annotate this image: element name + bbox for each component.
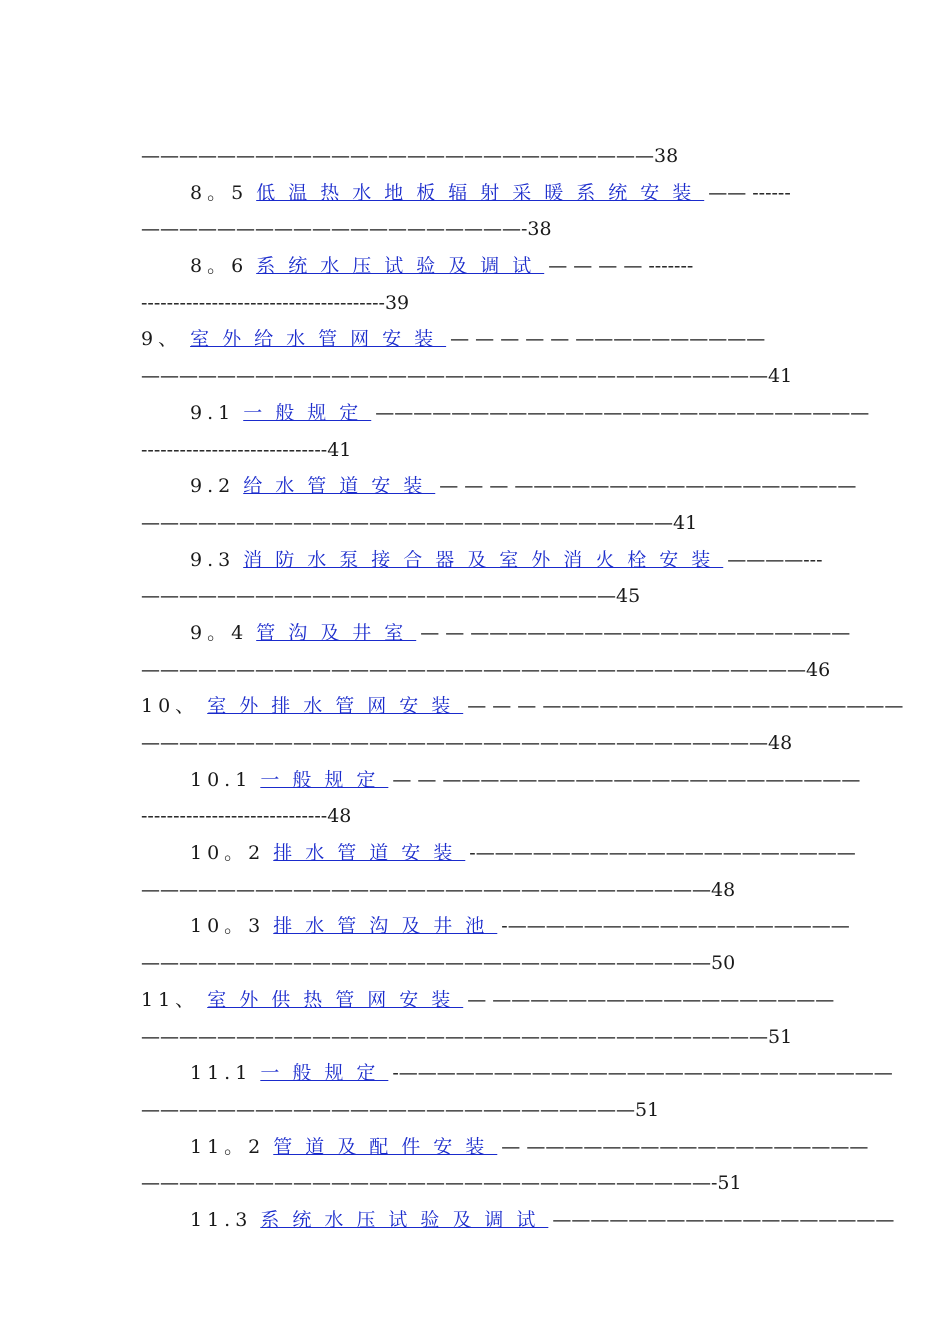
- toc-continuation-line: [141, 945, 860, 982]
- toc-leader: ——————————————————————————: [375, 401, 870, 424]
- toc-continuation-line: [141, 798, 860, 835]
- toc-page-number: 51: [768, 1025, 793, 1048]
- toc-entry: [141, 688, 904, 725]
- toc-section-number: 8。6: [190, 255, 249, 278]
- toc-page-number: 48: [768, 732, 793, 754]
- toc-link[interactable]: 一般规定: [243, 401, 372, 424]
- toc-leader: —————————————————————————————————: [141, 365, 768, 388]
- toc-entry: [141, 762, 860, 799]
- toc-entry: [141, 248, 860, 285]
- toc-leader: — — — ———————————————————: [467, 695, 904, 718]
- toc-link[interactable]: 排水管沟及井池: [273, 915, 498, 938]
- toc-leader: ——————————————————————————————: [141, 952, 711, 975]
- toc-page-number: 45: [616, 585, 641, 608]
- toc-link[interactable]: 室外供热管网安装: [207, 988, 464, 1011]
- toc-page-number: 38: [527, 218, 552, 241]
- toc-section-number: 11、: [141, 988, 200, 1011]
- toc-leader: -——————————————————: [501, 915, 850, 938]
- toc-page-number: 38: [654, 145, 679, 167]
- toc-page-number: 48: [327, 805, 352, 828]
- toc-leader: -————————————————————: [469, 842, 856, 865]
- toc-section-number: 8。5: [190, 181, 249, 204]
- toc-leader: -——————————————————————————: [392, 1062, 893, 1085]
- toc-continuation-line: [141, 1092, 860, 1129]
- toc-continuation-line: [141, 725, 860, 762]
- toc-leader: -----------------------------: [141, 805, 328, 828]
- toc-leader: — — — — — ——————————: [450, 328, 766, 351]
- toc-leader: ——————————————————: [552, 1208, 895, 1231]
- toc-link[interactable]: 一般规定: [260, 1062, 389, 1085]
- toc-section-number: 9、: [141, 328, 183, 351]
- toc-entry: [141, 468, 860, 505]
- toc-entry: [141, 982, 860, 1019]
- toc-leader: — — — ——————————————————: [439, 475, 857, 498]
- toc-leader: ————————————————————-: [141, 218, 528, 241]
- toc-entry: [141, 542, 860, 579]
- toc-section-number: 11.3: [190, 1208, 253, 1231]
- toc-leader: ——————————————————————————: [141, 1098, 635, 1121]
- toc-continuation-line: [141, 358, 860, 395]
- toc-leader: ————————————————————————————: [141, 511, 673, 534]
- toc-section-number: 10.1: [190, 768, 253, 791]
- toc-leader: — — ————————————————————: [420, 621, 851, 644]
- toc-continuation-line: [141, 1019, 860, 1056]
- toc-leader: — — — — -------: [548, 255, 694, 278]
- toc-leader: ————---: [727, 548, 823, 571]
- toc-link[interactable]: 室外排水管网安装: [207, 695, 464, 718]
- toc-page-number: 41: [673, 511, 698, 534]
- toc-entry: [141, 175, 860, 212]
- toc-link[interactable]: 排水管道安装: [273, 842, 466, 865]
- toc-section-number: 9.1: [190, 401, 236, 424]
- toc-section-number: 10、: [141, 695, 200, 718]
- toc-page-number: 41: [327, 438, 352, 461]
- toc-page-number: 48: [711, 878, 736, 901]
- toc-continuation-line: [141, 1165, 860, 1202]
- toc-link[interactable]: 系统水压试验及调试: [260, 1208, 549, 1231]
- toc-link[interactable]: 给水管道安装: [243, 475, 436, 498]
- toc-section-number: 11.1: [190, 1062, 253, 1085]
- toc-leader: —————————————————————————————————: [141, 1025, 768, 1048]
- toc-leader: —————————————————————————: [141, 585, 616, 608]
- toc-entry: [141, 395, 870, 432]
- toc-leader: — ——————————————————: [501, 1135, 869, 1158]
- toc-entry: [141, 1129, 869, 1166]
- toc-entry: [141, 908, 860, 945]
- toc-page-number: 41: [768, 365, 793, 388]
- toc-entry: [141, 615, 860, 652]
- toc-page-number: 39: [384, 291, 410, 314]
- toc-section-number: 9.3: [190, 548, 236, 571]
- toc-page-number: 46: [806, 658, 831, 681]
- toc-link[interactable]: 一般规定: [260, 768, 389, 791]
- toc-section-number: 10。3: [190, 915, 266, 938]
- toc-page-number: 51: [635, 1098, 660, 1121]
- toc-continuation-line: [141, 505, 860, 542]
- toc-page-number: 50: [711, 952, 736, 975]
- toc-section-number: 9。4: [190, 621, 249, 644]
- toc-leader: —————————————————————————————————: [141, 732, 768, 754]
- toc-link[interactable]: 低温热水地板辐射采暖系统安装: [256, 181, 705, 204]
- toc-continuation-line: [141, 578, 860, 615]
- toc-leader: —— ------: [708, 181, 791, 204]
- toc-leader: ——————————————————————————————-: [141, 1172, 718, 1195]
- toc-entry: [141, 835, 860, 872]
- toc-continuation-line: [141, 285, 860, 322]
- toc-entry: [141, 321, 860, 358]
- toc-continuation-line: [141, 138, 860, 175]
- toc-continuation-line: [141, 432, 860, 469]
- toc-leader: ———————————————————————————————————: [141, 658, 806, 681]
- toc-section-number: 10。2: [190, 842, 266, 865]
- toc-continuation-line: [141, 652, 860, 689]
- toc-leader: ———————————————————————————: [141, 145, 654, 167]
- toc-continuation-line: [141, 872, 860, 909]
- toc-leader: — ——————————————————: [467, 988, 835, 1011]
- toc-link[interactable]: 管沟及井室: [256, 621, 417, 644]
- toc-leader: — — ——————————————————————: [392, 768, 861, 791]
- toc-link[interactable]: 消防水泵接合器及室外消火栓安装: [243, 548, 724, 571]
- toc-page-number: 51: [717, 1172, 742, 1195]
- toc-leader: -----------------------------: [141, 438, 328, 461]
- toc-link[interactable]: 系统水压试验及调试: [256, 255, 545, 278]
- toc-section-number: 11。2: [190, 1135, 266, 1158]
- toc-leader: --------------------------------------: [141, 291, 385, 314]
- toc-leader: ——————————————————————————————: [141, 878, 711, 901]
- toc-section-number: 9.2: [190, 475, 236, 498]
- toc-link[interactable]: 管道及配件安装: [273, 1135, 498, 1158]
- toc-entry: [141, 1202, 895, 1239]
- toc-entry: [141, 1055, 893, 1092]
- toc-link[interactable]: 室外给水管网安装: [190, 328, 447, 351]
- table-of-contents: [141, 138, 904, 1239]
- toc-continuation-line: [141, 211, 860, 248]
